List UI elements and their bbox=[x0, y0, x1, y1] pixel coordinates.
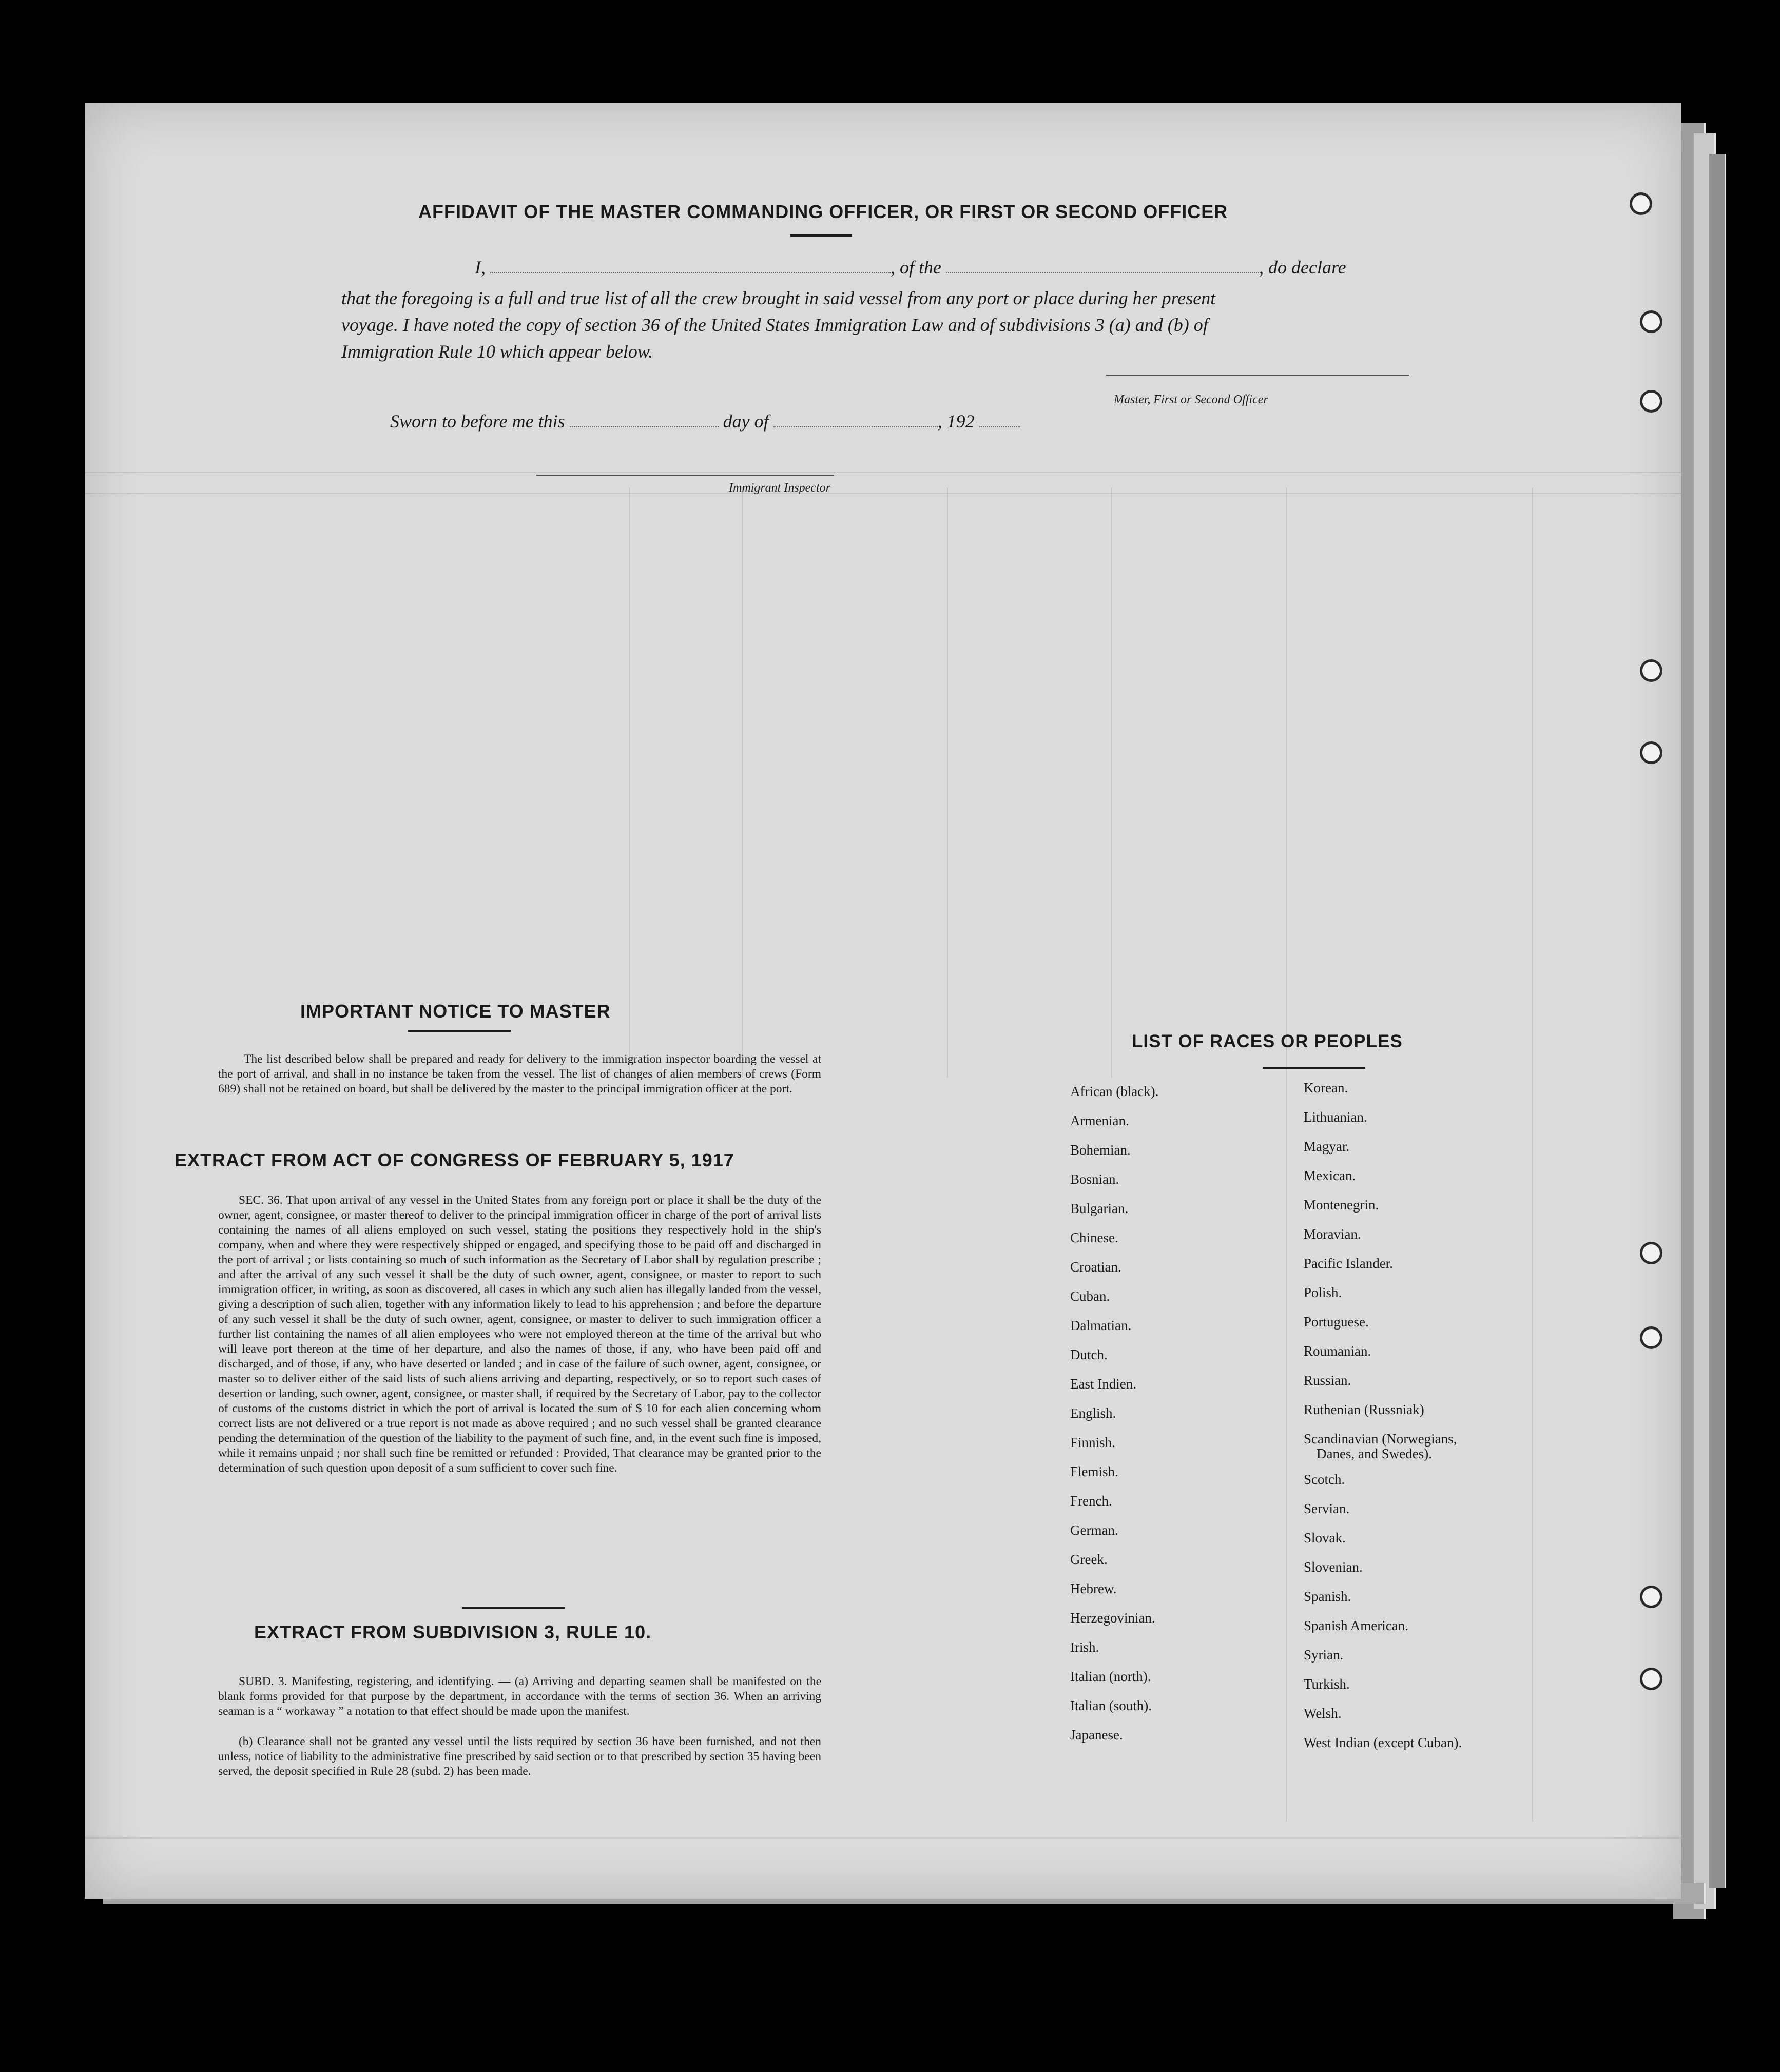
race-item: Bulgarian. bbox=[1070, 1201, 1129, 1216]
affidavit-line-3: voyage. I have noted the copy of section 36 of the United States Immigration Law and of subdivisions 3 (a) and (b) of bbox=[341, 315, 1208, 335]
race-item: Italian (north). bbox=[1070, 1669, 1151, 1684]
races-title: LIST OF RACES OR PEOPLES bbox=[1132, 1031, 1403, 1051]
race-item: African (black). bbox=[1070, 1084, 1159, 1099]
race-item: Montenegrin. bbox=[1304, 1197, 1379, 1213]
race-item: Dutch. bbox=[1070, 1347, 1108, 1362]
affidavit-title: AFFIDAVIT OF THE MASTER COMMANDING OFFICER, OR FIRST OR SECOND OFFICER bbox=[418, 201, 1228, 222]
race-item: Servian. bbox=[1304, 1501, 1350, 1516]
race-item: Slovenian. bbox=[1304, 1559, 1363, 1575]
punch-hole bbox=[1640, 1326, 1662, 1349]
affidavit-i: I, bbox=[475, 257, 486, 278]
race-item: Ruthenian (Russniak) bbox=[1304, 1402, 1424, 1417]
affidavit-line-1 bbox=[393, 257, 1424, 278]
notice-rule bbox=[408, 1030, 511, 1032]
race-item: Chinese. bbox=[1070, 1230, 1118, 1245]
race-item: Slovak. bbox=[1304, 1530, 1346, 1546]
rule-separator bbox=[462, 1607, 565, 1609]
race-item: English. bbox=[1070, 1405, 1116, 1421]
race-item: Pacific Islander. bbox=[1304, 1256, 1393, 1271]
notice-title: IMPORTANT NOTICE TO MASTER bbox=[300, 1001, 611, 1022]
race-item: Magyar. bbox=[1304, 1139, 1350, 1154]
race-item: Mexican. bbox=[1304, 1168, 1356, 1183]
month-blank bbox=[773, 426, 938, 427]
year-blank bbox=[979, 426, 1020, 427]
master-label: Master, First or Second Officer bbox=[1114, 393, 1268, 406]
punch-hole bbox=[1640, 741, 1662, 764]
race-item: German. bbox=[1070, 1522, 1118, 1538]
sworn-text: Sworn to before me this bbox=[390, 411, 565, 432]
inspector-signature-line bbox=[536, 475, 834, 476]
race-item: Korean. bbox=[1304, 1080, 1348, 1096]
race-item: Hebrew. bbox=[1070, 1581, 1117, 1596]
punch-hole bbox=[1640, 390, 1662, 413]
title-rule bbox=[790, 234, 852, 237]
punch-hole bbox=[1640, 1668, 1662, 1690]
race-item: Scotch. bbox=[1304, 1472, 1345, 1487]
name-blank bbox=[490, 272, 891, 273]
day-of-text: day of bbox=[723, 411, 769, 432]
extract-rule-text-a: SUBD. 3. Manifesting, registering, and identifying. — (a) Arriving and departing seamen shall be manifested on the blank forms provided for that purpose by the department, in accordance with the terms of section 36. When an arriving seaman is a “ workaway ” a notation to that effect should be made upon the manifest. bbox=[218, 1675, 821, 1718]
affidavit-line-4: Immigration Rule 10 which appear below. bbox=[341, 341, 653, 362]
race-item: Finnish. bbox=[1070, 1435, 1115, 1450]
day-blank bbox=[570, 426, 719, 427]
race-item: Armenian. bbox=[1070, 1113, 1129, 1128]
master-signature-line bbox=[1106, 375, 1409, 376]
punch-hole bbox=[1640, 1242, 1662, 1264]
race-item: Flemish. bbox=[1070, 1464, 1118, 1479]
race-item: Greek. bbox=[1070, 1552, 1108, 1567]
notice-text: The list described below shall be prepared and ready for delivery to the immigration inspector boarding the vessel at the port of arrival, and shall in no instance be taken from the vessel. The list of changes of alien members of crews (Form 689) shall not be retained on board, but shall be delivered by the master to the principal immigration officer at the port. bbox=[218, 1052, 821, 1096]
race-item: Moravian. bbox=[1304, 1226, 1361, 1242]
race-item: Herzegovinian. bbox=[1070, 1610, 1155, 1626]
extract-rule-title: EXTRACT FROM SUBDIVISION 3, RULE 10. bbox=[254, 1621, 652, 1643]
race-item: Danes, and Swedes). bbox=[1317, 1446, 1432, 1461]
race-item: Irish. bbox=[1070, 1639, 1099, 1655]
document-page bbox=[85, 103, 1681, 1899]
race-item: Spanish. bbox=[1304, 1589, 1351, 1604]
sworn-line bbox=[390, 411, 1020, 432]
punch-hole bbox=[1640, 310, 1662, 333]
race-item: Polish. bbox=[1304, 1285, 1342, 1300]
race-item: French. bbox=[1070, 1493, 1112, 1509]
race-item: Turkish. bbox=[1304, 1676, 1350, 1692]
race-item: Scandinavian (Norwegians, bbox=[1304, 1431, 1457, 1447]
race-item: Syrian. bbox=[1304, 1647, 1344, 1663]
race-item: Cuban. bbox=[1070, 1288, 1110, 1304]
race-item: Russian. bbox=[1304, 1373, 1351, 1388]
race-item: Portuguese. bbox=[1304, 1314, 1369, 1330]
race-item: Bosnian. bbox=[1070, 1171, 1119, 1187]
punch-hole bbox=[1630, 192, 1652, 215]
inspector-label: Immigrant Inspector bbox=[729, 481, 830, 495]
year-text: , 192 bbox=[937, 411, 975, 432]
race-item: Bohemian. bbox=[1070, 1142, 1131, 1158]
race-item: Dalmatian. bbox=[1070, 1318, 1132, 1333]
punch-hole bbox=[1640, 659, 1662, 682]
races-rule bbox=[1263, 1067, 1365, 1069]
vessel-blank bbox=[946, 272, 1259, 273]
race-item: Welsh. bbox=[1304, 1706, 1342, 1721]
affidavit-line-2: that the foregoing is a full and true list of all the crew brought in said vessel from any port or place during her present bbox=[341, 288, 1216, 308]
race-item: Japanese. bbox=[1070, 1727, 1123, 1743]
extract-act-title: EXTRACT FROM ACT OF CONGRESS OF FEBRUARY 5, 1917 bbox=[175, 1149, 734, 1170]
race-item: Croatian. bbox=[1070, 1259, 1121, 1275]
affidavit-declare: , do declare bbox=[1259, 257, 1346, 278]
sheet-edge bbox=[1709, 154, 1726, 1888]
punch-hole bbox=[1640, 1586, 1662, 1608]
race-item: West Indian (except Cuban). bbox=[1304, 1735, 1462, 1750]
race-item: East Indien. bbox=[1070, 1376, 1136, 1392]
race-item: Lithuanian. bbox=[1304, 1109, 1367, 1125]
race-item: Spanish American. bbox=[1304, 1618, 1408, 1633]
extract-act-text: SEC. 36. That upon arrival of any vessel in the United States from any foreign port or place it shall be the duty of the owner, agent, consignee, or master thereof to deliver to the principal immigration officer in charge of the port of arrival lists containing the names of all aliens employed on such vessel, stating the positions they respectively hold in the ship's company, when and where they were respectively shipped or engaged, and specifying those to be paid off and discharged in the port of arrival ; or lists containing so much of such information as the Secretary of Labor shall by regulation prescribe ; and after the arrival of any such vessel it shall be the duty of such owner, agent, consignee, or master to report to such immigration officer, in writing, as soon as discovered, all cases in which any such alien has illegally landed from the vessel, giving a description of such alien, together with any information likely to lead to his apprehension ; and before the departure of any such vessel it shall be the duty of such owner, agent, consignee, or master to deliver to such immigration officer a further list containing the names of all alien employees who were not employed thereon at the time of the arrival but who will leave port thereon at the time of her departure, and also the names of those, if any, who have been paid off and discharged, and of those, if any, who have deserted or landed ; and in case of the failure of such owner, agent, consignee, or master so to deliver either of the said lists of such aliens arriving and departing, respectively, or so to report such cases of desertion or landing, such owner, agent, consignee, or master shall, if required by the Secretary of Labor, pay to the collector of customs of the customs district in which the port of arrival is located the sum of $ 10 for each alien concerning whom correct lists are not delivered or a true report is not made as above required ; and no such vessel shall be granted clearance pending the determination of the question of the liability to the payment of such fine, and, in the event such fine is imposed, while it remains unpaid ; nor shall such fine be remitted or refunded : Provided, That clearance may be granted prior to the determination of such question upon deposit of a sum sufficient to cover such fine. bbox=[218, 1194, 821, 1475]
race-item: Italian (south). bbox=[1070, 1698, 1152, 1713]
race-item: Roumanian. bbox=[1304, 1343, 1371, 1359]
extract-rule-text-b: (b) Clearance shall not be granted any vessel until the lists required by section 36 have been furnished, and not then unless, notice of liability to the administrative fine prescribed by said section or to that prescribed by section 35 having been served, the deposit specified in Rule 28 (subd. 2) has been made. bbox=[218, 1735, 821, 1778]
affidavit-of-the: , of the bbox=[891, 257, 941, 278]
